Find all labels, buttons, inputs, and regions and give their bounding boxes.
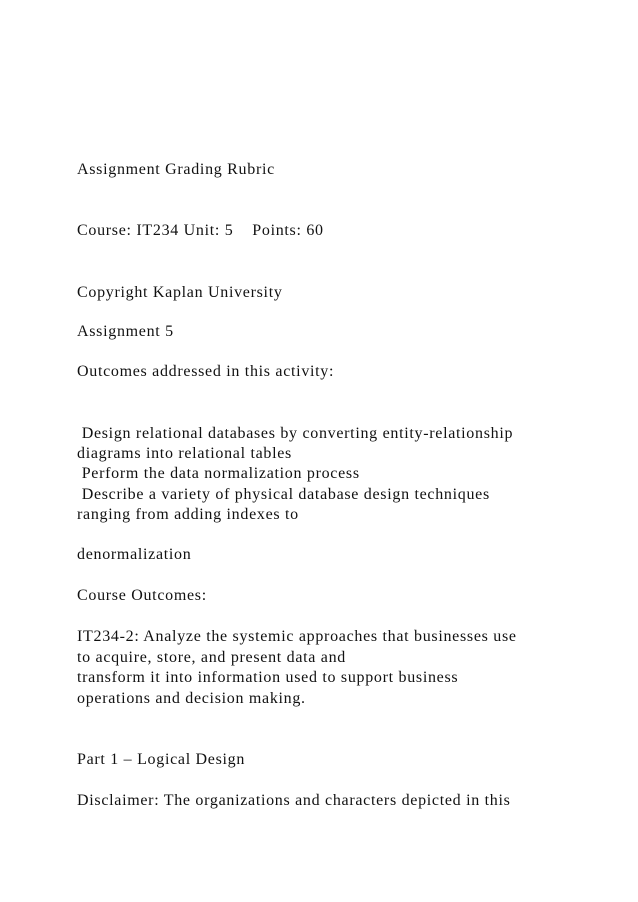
- rubric-title: Assignment Grading Rubric: [77, 161, 275, 178]
- course-outcome-line: IT234-2: Analyze the systemic approaches that businesses use: [77, 628, 517, 645]
- part-heading: Part 1 – Logical Design: [77, 751, 246, 768]
- copyright-line: Copyright Kaplan University: [77, 284, 283, 301]
- outcomes-heading: Outcomes addressed in this activity:: [77, 363, 335, 380]
- course-outcomes-heading: Course Outcomes:: [77, 587, 207, 604]
- course-outcome-line: transform it into information used to support business: [77, 669, 459, 686]
- outcome-line: Describe a variety of physical database design techniques: [77, 486, 490, 503]
- course-outcome-line: operations and decision making.: [77, 690, 306, 707]
- disclaimer-line: Disclaimer: The organizations and characters depicted in this: [77, 792, 511, 809]
- course-outcome-line: to acquire, store, and present data and: [77, 649, 346, 666]
- outcome-line: denormalization: [77, 546, 192, 563]
- outcome-line: diagrams into relational tables: [77, 445, 292, 462]
- outcome-line: Design relational databases by converting entity-relationship: [77, 425, 514, 442]
- course-line: Course: IT234 Unit: 5 Points: 60: [77, 222, 324, 239]
- assignment-label: Assignment 5: [77, 323, 174, 340]
- outcome-line: ranging from adding indexes to: [77, 506, 299, 523]
- outcome-line: Perform the data normalization process: [77, 465, 360, 482]
